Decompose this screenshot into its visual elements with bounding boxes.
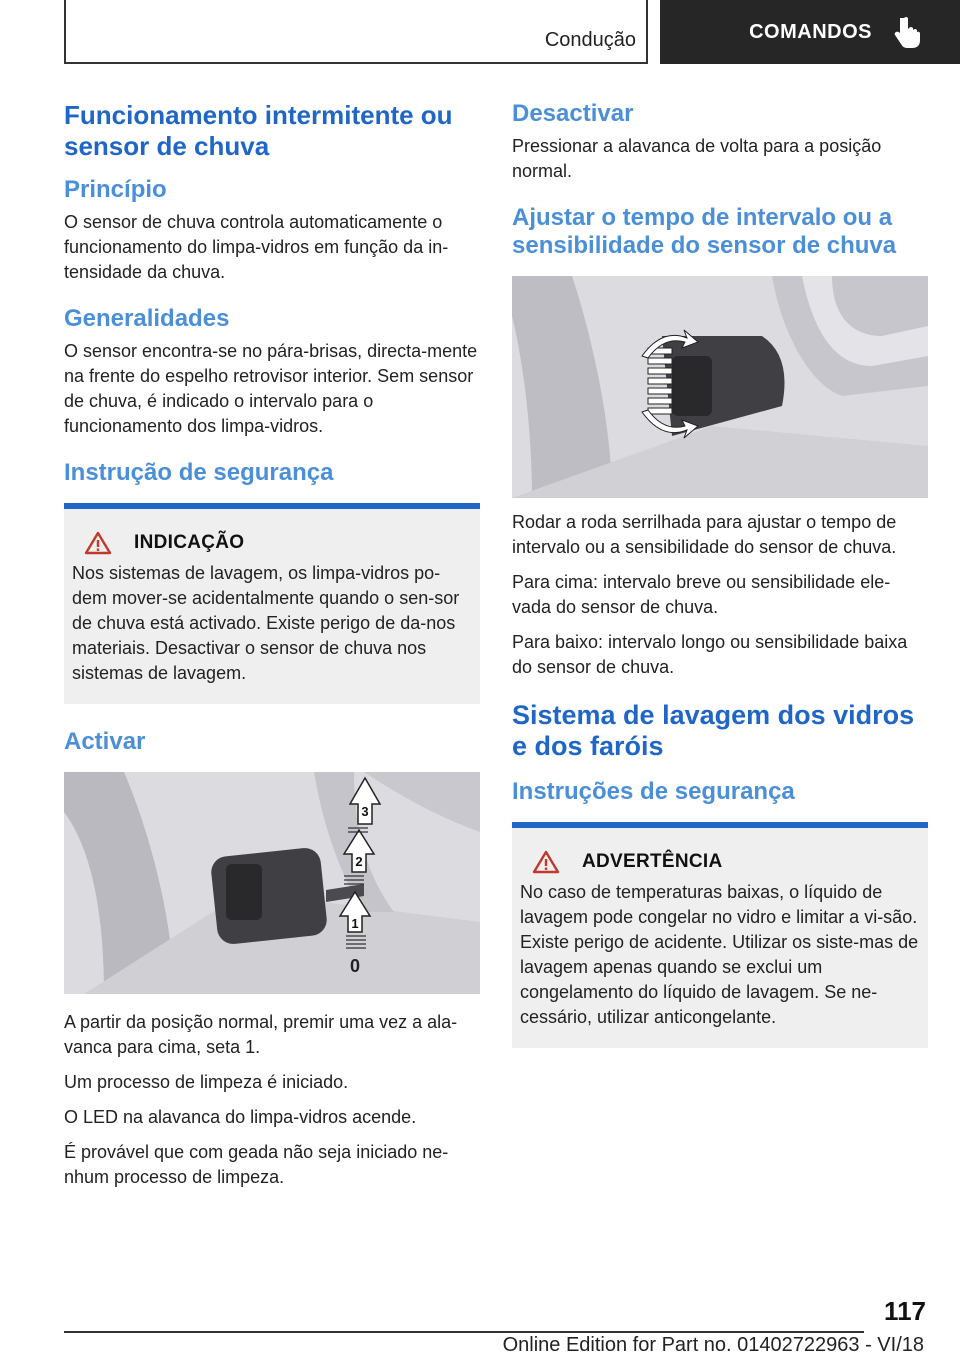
warning-triangle-icon [84,531,112,555]
footer-divider [64,1331,864,1333]
arrow-label-2: 2 [355,854,363,869]
warning-box [512,822,928,1048]
footer-edition: Online Edition for Part no. 01402722963 - VI/18 [502,1334,924,1356]
section-title: Funcionamento intermitente ou sensor de chuva [64,100,453,161]
header-chapter-box [660,0,960,64]
ajustar-figure [512,276,928,498]
notice-box [64,503,480,704]
desactivar-text: Pressionar a alavanca de volta para a posição normal. [512,136,882,181]
notice-text: Nos sistemas de lavagem, os limpa-vidros po-dem mover-se acidentalmente quando o sen-sor de chuva está activado. Existe perigo de da-nos materiais. Desactivar o sensor de chuva nos sistemas de lavagem. [72,563,460,683]
left-column [64,100,480,1200]
principio-heading: Princípio [64,176,167,203]
ajustar-p1: Rodar a roda serrilhada para ajustar o tempo de intervalo ou a sensibilidade do sensor de chuva. [512,512,897,557]
instrucoes-heading: Instruções de segurança [512,778,795,805]
generalidades-text: O sensor encontra-se no pára-brisas, directa-mente na frente do espelho retrovisor interior. Sem sensor de chuva, é indicado o intervalo para o funcionamento dos limpa-vidros. [64,341,478,436]
ajustar-p3: Para baixo: intervalo longo ou sensibilidade baixa do sensor de chuva. [512,632,908,677]
header-section-label: Condução [544,29,636,51]
activar-figure [64,772,480,994]
page-number: 117 [884,1296,926,1326]
activar-p3: O LED na alavanca do limpa-vidros acende. [64,1107,417,1127]
notice-title: INDICAÇÃO [134,532,245,553]
activar-p1: A partir da posição normal, premir uma vez a ala-vanca para cima, seta 1. [64,1012,458,1057]
activar-p4: É provável que com geada não seja iniciado ne-nhum processo de limpeza. [64,1142,449,1187]
principio-text: O sensor de chuva controla automaticamente o funcionamento do limpa-vidros em função da in-tensidade da chuva. [64,212,449,282]
generalidades-heading: Generalidades [64,305,230,332]
ajustar-heading: Ajustar o tempo de intervalo ou a sensibilidade do sensor de chuva [512,204,897,259]
activar-heading: Activar [64,728,146,755]
instrucao-heading: Instrução de segurança [64,459,334,486]
activar-p2: Um processo de limpeza é iniciado. [64,1072,349,1092]
ajustar-p2: Para cima: intervalo breve ou sensibilidade ele-vada do sensor de chuva. [512,572,891,617]
right-column [512,100,928,1048]
arrow-label-1: 1 [351,916,359,931]
arrow-label-3: 3 [361,804,369,819]
desactivar-heading: Desactivar [512,100,634,127]
warning-text: No caso de temperaturas baixas, o líquido de lavagem pode congelar no vidro e limitar a vi-são. Existe perigo de acidente. Utilizar os siste-mas de lavagem apenas quando se exclui um congelamento do líquido de lavagem. Se ne-cessário, utilizar anticongelante. [520,882,919,1027]
warning-title: ADVERTÊNCIA [582,851,723,872]
warning-triangle-icon [532,850,560,874]
hand-pointer-icon [894,16,922,48]
stalk-illustration [64,772,480,994]
header-section-box [64,0,648,64]
header-chapter-label: COMANDOS [749,20,872,43]
thumbwheel-illustration [512,276,928,498]
sistema-heading: Sistema de lavagem dos vidros e dos faróis [512,700,915,761]
arrow-label-0: 0 [349,956,361,976]
